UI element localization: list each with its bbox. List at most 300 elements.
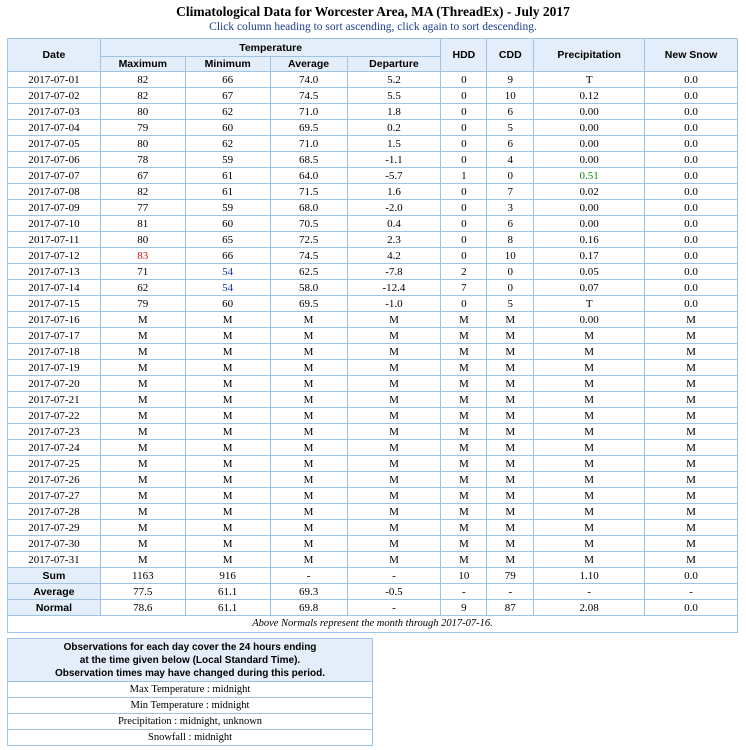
new-snow-cell: M bbox=[645, 504, 738, 520]
precipitation-cell: 0.00 bbox=[534, 152, 645, 168]
summary-cell: 78.6 bbox=[100, 600, 185, 616]
summary-cell: -0.5 bbox=[347, 584, 441, 600]
new-snow-column-header[interactable]: New Snow bbox=[645, 39, 738, 72]
avg-temp-cell: 68.0 bbox=[270, 200, 347, 216]
departure-cell: M bbox=[347, 424, 441, 440]
observation-heading-line: Observations for each day cover the 24 hours ending bbox=[63, 641, 317, 653]
min-temp-cell: 54 bbox=[185, 264, 270, 280]
min-temp-cell: 66 bbox=[185, 72, 270, 88]
summary-cell: - bbox=[270, 568, 347, 584]
date-cell: 2017-07-20 bbox=[8, 376, 101, 392]
avg-temp-cell: M bbox=[270, 520, 347, 536]
avg-temp-cell: 69.5 bbox=[270, 120, 347, 136]
precipitation-cell: M bbox=[534, 408, 645, 424]
observation-times-heading bbox=[8, 639, 373, 682]
max-temp-cell: M bbox=[100, 408, 185, 424]
cdd-cell: M bbox=[487, 552, 534, 568]
new-snow-cell: 0.0 bbox=[645, 216, 738, 232]
departure-cell: M bbox=[347, 360, 441, 376]
summary-cell: 61.1 bbox=[185, 600, 270, 616]
hdd-cell: M bbox=[441, 312, 487, 328]
min-temp-cell: 62 bbox=[185, 104, 270, 120]
precipitation-cell: T bbox=[534, 72, 645, 88]
precipitation-cell: 0.00 bbox=[534, 120, 645, 136]
min-temp-cell: M bbox=[185, 408, 270, 424]
table-row bbox=[8, 88, 738, 104]
min-temp-cell: 61 bbox=[185, 168, 270, 184]
summary-row bbox=[8, 584, 738, 600]
departure-cell: M bbox=[347, 408, 441, 424]
max-temp-cell: 67 bbox=[100, 168, 185, 184]
precipitation-cell: M bbox=[534, 456, 645, 472]
precipitation-cell: M bbox=[534, 344, 645, 360]
summary-cell: 61.1 bbox=[185, 584, 270, 600]
precipitation-cell: 0.05 bbox=[534, 264, 645, 280]
hdd-cell: M bbox=[441, 360, 487, 376]
precipitation-cell: M bbox=[534, 376, 645, 392]
table-row bbox=[8, 360, 738, 376]
page-title: Climatological Data for Worcester Area, MA (ThreadEx) - July 2017 bbox=[176, 4, 570, 19]
new-snow-cell: 0.0 bbox=[645, 264, 738, 280]
departure-cell: -1.1 bbox=[347, 152, 441, 168]
avg-temp-cell: 72.5 bbox=[270, 232, 347, 248]
precipitation-cell: M bbox=[534, 552, 645, 568]
date-cell: 2017-07-03 bbox=[8, 104, 101, 120]
table-row bbox=[8, 536, 738, 552]
table-row bbox=[8, 344, 738, 360]
min-temp-cell: 61 bbox=[185, 184, 270, 200]
hdd-cell: M bbox=[441, 408, 487, 424]
max-temp-cell: 79 bbox=[100, 296, 185, 312]
min-temp-cell: 59 bbox=[185, 200, 270, 216]
cdd-cell: 10 bbox=[487, 88, 534, 104]
precipitation-cell: M bbox=[534, 504, 645, 520]
precipitation-cell: M bbox=[534, 424, 645, 440]
avg-temp-cell: M bbox=[270, 360, 347, 376]
temperature-group-header: Temperature bbox=[100, 39, 441, 57]
departure-column-header[interactable]: Departure bbox=[347, 57, 441, 72]
summary-row bbox=[8, 568, 738, 584]
cdd-cell: 9 bbox=[487, 72, 534, 88]
summary-cell: 87 bbox=[487, 600, 534, 616]
new-snow-cell: 0.0 bbox=[645, 280, 738, 296]
min-temp-cell: 60 bbox=[185, 216, 270, 232]
avg-temp-cell: M bbox=[270, 440, 347, 456]
max-temp-cell: M bbox=[100, 488, 185, 504]
min-temp-cell: M bbox=[185, 440, 270, 456]
departure-cell: 1.5 bbox=[347, 136, 441, 152]
avg-temp-cell: 62.5 bbox=[270, 264, 347, 280]
max-temp-cell: M bbox=[100, 536, 185, 552]
hdd-cell: M bbox=[441, 424, 487, 440]
min-temp-cell: 54 bbox=[185, 280, 270, 296]
max-temp-cell: M bbox=[100, 504, 185, 520]
hdd-cell: 0 bbox=[441, 72, 487, 88]
new-snow-cell: 0.0 bbox=[645, 152, 738, 168]
min-temp-cell: 60 bbox=[185, 120, 270, 136]
sort-instructions: Click column heading to sort ascending, click again to sort descending. bbox=[209, 21, 537, 33]
hdd-cell: 0 bbox=[441, 136, 487, 152]
max-temp-cell: 82 bbox=[100, 88, 185, 104]
hdd-cell: M bbox=[441, 488, 487, 504]
table-row bbox=[8, 488, 738, 504]
table-row bbox=[8, 152, 738, 168]
avg-temp-cell: M bbox=[270, 536, 347, 552]
cdd-cell: M bbox=[487, 376, 534, 392]
cdd-cell: M bbox=[487, 392, 534, 408]
min-temp-cell: 62 bbox=[185, 136, 270, 152]
departure-cell: 4.2 bbox=[347, 248, 441, 264]
new-snow-cell: 0.0 bbox=[645, 120, 738, 136]
summary-cell: 69.8 bbox=[270, 600, 347, 616]
max-temp-cell: M bbox=[100, 344, 185, 360]
normals-footnote: Above Normals represent the month through 2017-07-16. bbox=[8, 616, 738, 633]
max-temp-cell: 83 bbox=[100, 248, 185, 264]
observation-time-item: Max Temperature : midnight bbox=[8, 682, 373, 698]
min-temp-cell: M bbox=[185, 424, 270, 440]
summary-cell: 2.08 bbox=[534, 600, 645, 616]
max-temp-cell: M bbox=[100, 456, 185, 472]
min-temp-cell: 65 bbox=[185, 232, 270, 248]
cdd-cell: 5 bbox=[487, 296, 534, 312]
min-temp-cell: M bbox=[185, 360, 270, 376]
average-column-header[interactable]: Average bbox=[270, 57, 347, 72]
cdd-cell: 4 bbox=[487, 152, 534, 168]
min-temp-cell: M bbox=[185, 536, 270, 552]
summary-cell: - bbox=[534, 584, 645, 600]
max-temp-cell: M bbox=[100, 520, 185, 536]
new-snow-cell: M bbox=[645, 488, 738, 504]
summary-cell: - bbox=[487, 584, 534, 600]
new-snow-cell: 0.0 bbox=[645, 136, 738, 152]
table-row bbox=[8, 232, 738, 248]
avg-temp-cell: 58.0 bbox=[270, 280, 347, 296]
cdd-cell: 3 bbox=[487, 200, 534, 216]
hdd-cell: M bbox=[441, 536, 487, 552]
cdd-cell: 8 bbox=[487, 232, 534, 248]
table-row bbox=[8, 296, 738, 312]
table-row bbox=[8, 168, 738, 184]
max-temp-cell: 77 bbox=[100, 200, 185, 216]
hdd-cell: 0 bbox=[441, 200, 487, 216]
avg-temp-cell: M bbox=[270, 408, 347, 424]
max-temp-cell: 62 bbox=[100, 280, 185, 296]
new-snow-cell: 0.0 bbox=[645, 168, 738, 184]
new-snow-cell: 0.0 bbox=[645, 200, 738, 216]
table-row bbox=[8, 376, 738, 392]
date-column-header[interactable]: Date bbox=[8, 39, 101, 72]
cdd-cell: M bbox=[487, 504, 534, 520]
max-temp-cell: M bbox=[100, 312, 185, 328]
precipitation-cell: 0.00 bbox=[534, 104, 645, 120]
table-row bbox=[8, 72, 738, 88]
date-cell: 2017-07-19 bbox=[8, 360, 101, 376]
min-temp-cell: M bbox=[185, 520, 270, 536]
avg-temp-cell: 70.5 bbox=[270, 216, 347, 232]
avg-temp-cell: M bbox=[270, 328, 347, 344]
hdd-cell: M bbox=[441, 504, 487, 520]
hdd-cell: M bbox=[441, 344, 487, 360]
precipitation-cell: M bbox=[534, 520, 645, 536]
table-row bbox=[8, 456, 738, 472]
precipitation-cell: 0.00 bbox=[534, 200, 645, 216]
new-snow-cell: 0.0 bbox=[645, 72, 738, 88]
cdd-cell: 5 bbox=[487, 120, 534, 136]
hdd-cell: M bbox=[441, 552, 487, 568]
departure-cell: M bbox=[347, 376, 441, 392]
avg-temp-cell: 69.5 bbox=[270, 296, 347, 312]
avg-temp-cell: 71.5 bbox=[270, 184, 347, 200]
hdd-cell: 0 bbox=[441, 88, 487, 104]
date-cell: 2017-07-07 bbox=[8, 168, 101, 184]
max-temp-cell: 82 bbox=[100, 184, 185, 200]
date-cell: 2017-07-26 bbox=[8, 472, 101, 488]
avg-temp-cell: M bbox=[270, 552, 347, 568]
departure-cell: M bbox=[347, 312, 441, 328]
avg-temp-cell: 71.0 bbox=[270, 104, 347, 120]
avg-temp-cell: 74.5 bbox=[270, 248, 347, 264]
table-row bbox=[8, 552, 738, 568]
date-cell: 2017-07-08 bbox=[8, 184, 101, 200]
new-snow-cell: M bbox=[645, 472, 738, 488]
new-snow-cell: M bbox=[645, 360, 738, 376]
departure-cell: 2.3 bbox=[347, 232, 441, 248]
new-snow-cell: 0.0 bbox=[645, 248, 738, 264]
summary-cell: 1163 bbox=[100, 568, 185, 584]
precipitation-cell: 0.12 bbox=[534, 88, 645, 104]
date-cell: 2017-07-25 bbox=[8, 456, 101, 472]
max-temp-cell: 81 bbox=[100, 216, 185, 232]
min-temp-cell: M bbox=[185, 344, 270, 360]
precipitation-cell: M bbox=[534, 472, 645, 488]
new-snow-cell: M bbox=[645, 328, 738, 344]
max-temp-cell: M bbox=[100, 552, 185, 568]
hdd-cell: M bbox=[441, 328, 487, 344]
precipitation-cell: 0.00 bbox=[534, 136, 645, 152]
hdd-cell: M bbox=[441, 376, 487, 392]
max-temp-cell: M bbox=[100, 360, 185, 376]
min-temp-cell: M bbox=[185, 504, 270, 520]
cdd-cell: 0 bbox=[487, 264, 534, 280]
table-row bbox=[8, 504, 738, 520]
date-cell: 2017-07-02 bbox=[8, 88, 101, 104]
max-temp-cell: 71 bbox=[100, 264, 185, 280]
summary-cell: - bbox=[347, 600, 441, 616]
cdd-cell: 10 bbox=[487, 248, 534, 264]
summary-cell: 9 bbox=[441, 600, 487, 616]
precipitation-cell: M bbox=[534, 360, 645, 376]
departure-cell: 0.2 bbox=[347, 120, 441, 136]
summary-cell: 916 bbox=[185, 568, 270, 584]
avg-temp-cell: M bbox=[270, 344, 347, 360]
max-temp-cell: M bbox=[100, 328, 185, 344]
hdd-cell: 7 bbox=[441, 280, 487, 296]
precipitation-cell: 0.02 bbox=[534, 184, 645, 200]
precipitation-cell: 0.00 bbox=[534, 312, 645, 328]
cdd-cell: M bbox=[487, 328, 534, 344]
avg-temp-cell: 64.0 bbox=[270, 168, 347, 184]
departure-cell: -2.0 bbox=[347, 200, 441, 216]
departure-cell: 5.2 bbox=[347, 72, 441, 88]
max-temp-cell: 82 bbox=[100, 72, 185, 88]
departure-cell: M bbox=[347, 440, 441, 456]
min-temp-cell: M bbox=[185, 472, 270, 488]
table-row bbox=[8, 328, 738, 344]
hdd-cell: M bbox=[441, 456, 487, 472]
date-cell: 2017-07-31 bbox=[8, 552, 101, 568]
date-cell: 2017-07-24 bbox=[8, 440, 101, 456]
max-temp-cell: M bbox=[100, 472, 185, 488]
table-row bbox=[8, 280, 738, 296]
cdd-cell: M bbox=[487, 456, 534, 472]
new-snow-cell: M bbox=[645, 536, 738, 552]
avg-temp-cell: M bbox=[270, 472, 347, 488]
avg-temp-cell: 74.0 bbox=[270, 72, 347, 88]
date-cell: 2017-07-23 bbox=[8, 424, 101, 440]
departure-cell: -7.8 bbox=[347, 264, 441, 280]
date-cell: 2017-07-29 bbox=[8, 520, 101, 536]
daily-rows bbox=[8, 72, 738, 568]
departure-cell: M bbox=[347, 328, 441, 344]
min-temp-cell: M bbox=[185, 312, 270, 328]
new-snow-cell: M bbox=[645, 456, 738, 472]
table-row bbox=[8, 216, 738, 232]
cdd-cell: 6 bbox=[487, 136, 534, 152]
date-cell: 2017-07-14 bbox=[8, 280, 101, 296]
date-cell: 2017-07-12 bbox=[8, 248, 101, 264]
summary-rows bbox=[8, 568, 738, 616]
date-cell: 2017-07-18 bbox=[8, 344, 101, 360]
new-snow-cell: M bbox=[645, 392, 738, 408]
cdd-cell: M bbox=[487, 472, 534, 488]
table-row bbox=[8, 248, 738, 264]
avg-temp-cell: M bbox=[270, 488, 347, 504]
table-row bbox=[8, 472, 738, 488]
hdd-cell: 0 bbox=[441, 152, 487, 168]
new-snow-cell: 0.0 bbox=[645, 296, 738, 312]
maximum-column-header[interactable]: Maximum bbox=[100, 57, 185, 72]
hdd-cell: 0 bbox=[441, 232, 487, 248]
departure-cell: 1.6 bbox=[347, 184, 441, 200]
cdd-cell: 0 bbox=[487, 168, 534, 184]
observation-time-item: Min Temperature : midnight bbox=[8, 698, 373, 714]
precipitation-cell: 0.17 bbox=[534, 248, 645, 264]
max-temp-cell: M bbox=[100, 376, 185, 392]
new-snow-cell: M bbox=[645, 376, 738, 392]
climate-table bbox=[7, 38, 738, 633]
cdd-cell: M bbox=[487, 344, 534, 360]
hdd-column-header[interactable]: HDD bbox=[441, 39, 487, 72]
departure-cell: 0.4 bbox=[347, 216, 441, 232]
hdd-cell: 0 bbox=[441, 184, 487, 200]
cdd-cell: M bbox=[487, 520, 534, 536]
precipitation-cell: 0.51 bbox=[534, 168, 645, 184]
observation-heading-line: at the time given below (Local Standard Time). bbox=[79, 654, 301, 666]
max-temp-cell: M bbox=[100, 392, 185, 408]
cdd-cell: M bbox=[487, 408, 534, 424]
date-cell: 2017-07-01 bbox=[8, 72, 101, 88]
precipitation-cell: 0.00 bbox=[534, 216, 645, 232]
new-snow-cell: M bbox=[645, 408, 738, 424]
min-temp-cell: 67 bbox=[185, 88, 270, 104]
observation-time-item: Snowfall : midnight bbox=[8, 730, 373, 746]
departure-cell: M bbox=[347, 392, 441, 408]
departure-cell: M bbox=[347, 552, 441, 568]
precipitation-column-header[interactable]: Precipitation bbox=[534, 39, 645, 72]
max-temp-cell: 78 bbox=[100, 152, 185, 168]
cdd-column-header[interactable]: CDD bbox=[487, 39, 534, 72]
new-snow-cell: M bbox=[645, 440, 738, 456]
hdd-cell: 0 bbox=[441, 120, 487, 136]
cdd-cell: M bbox=[487, 424, 534, 440]
new-snow-cell: M bbox=[645, 520, 738, 536]
summary-cell: 79 bbox=[487, 568, 534, 584]
hdd-cell: 0 bbox=[441, 296, 487, 312]
new-snow-cell: M bbox=[645, 424, 738, 440]
date-cell: 2017-07-15 bbox=[8, 296, 101, 312]
hdd-cell: 0 bbox=[441, 216, 487, 232]
min-temp-cell: M bbox=[185, 456, 270, 472]
summary-cell: - bbox=[441, 584, 487, 600]
new-snow-cell: 0.0 bbox=[645, 104, 738, 120]
min-temp-cell: 59 bbox=[185, 152, 270, 168]
new-snow-cell: M bbox=[645, 552, 738, 568]
date-cell: 2017-07-16 bbox=[8, 312, 101, 328]
summary-cell: 1.10 bbox=[534, 568, 645, 584]
departure-cell: M bbox=[347, 520, 441, 536]
observation-time-item: Precipitation : midnight, unknown bbox=[8, 714, 373, 730]
table-row bbox=[8, 136, 738, 152]
hdd-cell: 2 bbox=[441, 264, 487, 280]
max-temp-cell: 79 bbox=[100, 120, 185, 136]
departure-cell: M bbox=[347, 488, 441, 504]
minimum-column-header[interactable]: Minimum bbox=[185, 57, 270, 72]
departure-cell: M bbox=[347, 456, 441, 472]
departure-cell: M bbox=[347, 344, 441, 360]
table-row bbox=[8, 440, 738, 456]
cdd-cell: 6 bbox=[487, 216, 534, 232]
table-row bbox=[8, 200, 738, 216]
summary-cell: - bbox=[645, 584, 738, 600]
summary-row-label: Average bbox=[8, 584, 101, 600]
avg-temp-cell: M bbox=[270, 392, 347, 408]
avg-temp-cell: 68.5 bbox=[270, 152, 347, 168]
new-snow-cell: M bbox=[645, 312, 738, 328]
precipitation-cell: M bbox=[534, 440, 645, 456]
departure-cell: -5.7 bbox=[347, 168, 441, 184]
new-snow-cell: 0.0 bbox=[645, 184, 738, 200]
departure-cell: M bbox=[347, 504, 441, 520]
date-cell: 2017-07-09 bbox=[8, 200, 101, 216]
avg-temp-cell: 74.5 bbox=[270, 88, 347, 104]
avg-temp-cell: M bbox=[270, 376, 347, 392]
hdd-cell: M bbox=[441, 472, 487, 488]
avg-temp-cell: M bbox=[270, 424, 347, 440]
max-temp-cell: 80 bbox=[100, 104, 185, 120]
min-temp-cell: M bbox=[185, 552, 270, 568]
new-snow-cell: 0.0 bbox=[645, 88, 738, 104]
avg-temp-cell: M bbox=[270, 312, 347, 328]
hdd-cell: 0 bbox=[441, 248, 487, 264]
avg-temp-cell: M bbox=[270, 504, 347, 520]
table-row bbox=[8, 424, 738, 440]
max-temp-cell: M bbox=[100, 440, 185, 456]
min-temp-cell: 66 bbox=[185, 248, 270, 264]
date-cell: 2017-07-04 bbox=[8, 120, 101, 136]
table-row bbox=[8, 392, 738, 408]
table-row bbox=[8, 104, 738, 120]
observation-times-table bbox=[7, 638, 373, 746]
